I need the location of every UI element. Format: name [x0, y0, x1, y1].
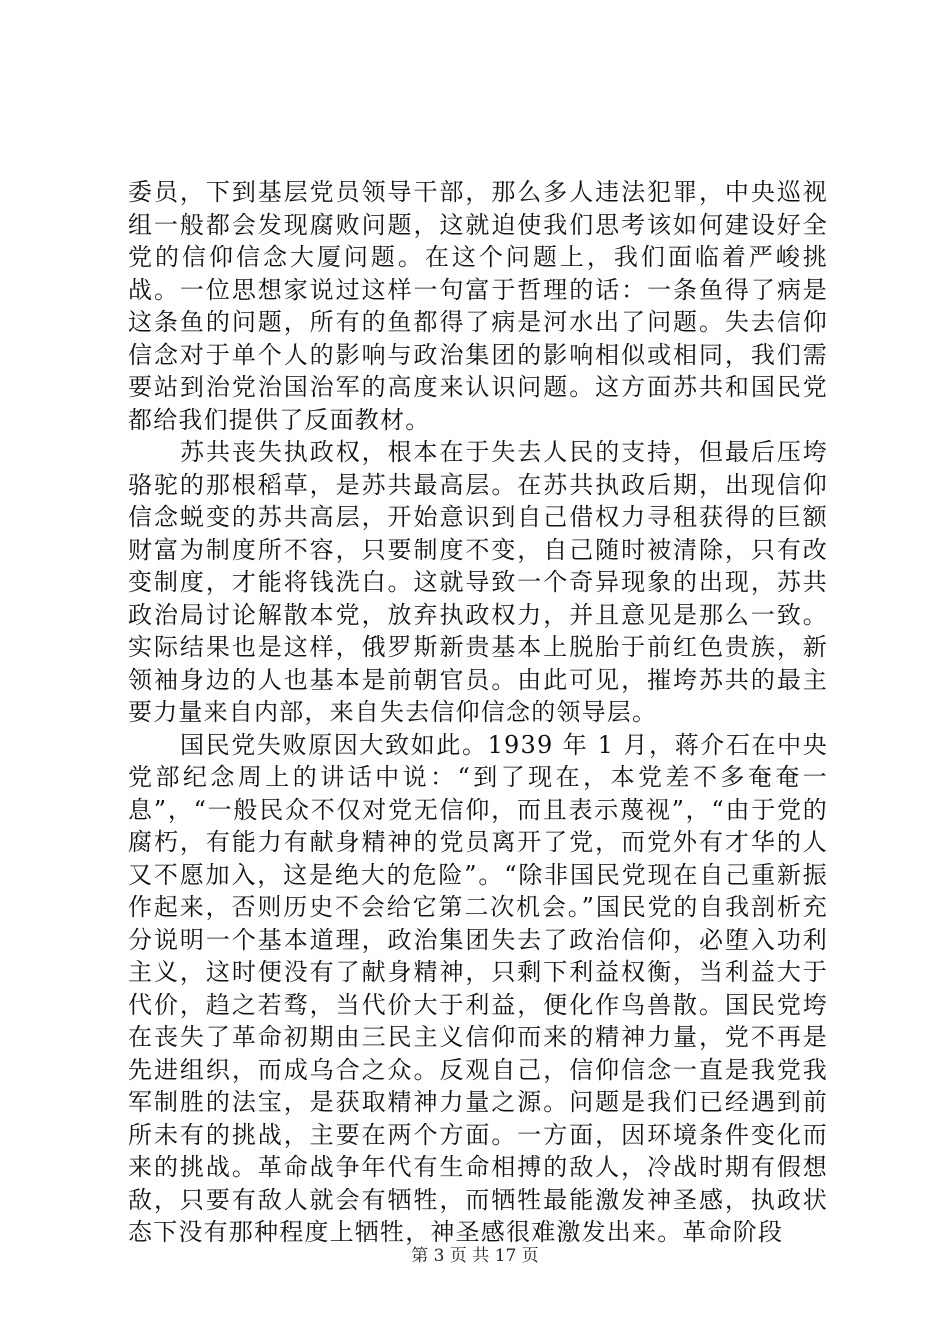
paragraph-1: 委员，下到基层党员领导干部，那么多人违法犯罪，中央巡视组一般都会发现腐败问题，这就迫使我们思考该如何建设好全党的信仰信念大厦问题。在这个问题上，我们面临着严峻挑战。一位思想家说过这样一句富于哲理的话：一条鱼得了病是这条鱼的问题，所有的鱼都得了病是河水出了问题。失去信仰信念对于单个人的影响与政治集团的影响相似或相同，我们需要站到治党治国治军的高度来认识问题。这方面苏共和国民党都给我们提供了反面教材。	[128, 178, 828, 434]
paragraph-3: 国民党失败原因大致如此。1939 年 1 月，蒋介石在中央党部纪念周上的讲话中说：“到了现在，本党差不多奄奄一息”，“一般民众不仅对党无信仰，而且表示蔑视”，“由于党的腐朽，有能力有献身精神的党员离开了党，而党外有才华的人又不愿加入，这是绝大的危险”。“除非国民党现在自己重新振作起来，否则历史不会给它第二次机会。”国民党的自我剖析充分说明一个基本道理，政治集团失去了政治信仰，必堕入功利主义，这时便没有了献身精神，只剩下利益权衡，当利益大于代价，趋之若骛，当代价大于利益，便化作鸟兽散。国民党垮在丧失了革命初期由三民主义信仰而来的精神力量，党不再是先进组织，而成乌合之众。反观自己，信仰信念一直是我党我军制胜的法宝，是获取精神力量之源。问题是我们已经遇到前所未有的挑战，主要在两个方面。一方面，因环境条件变化而来的挑战。革命战争年代有生命相搏的敌人，冷战时期有假想敌，只要有敌人就会有牺牲，而牺牲最能激发神圣感，执政状态下没有那种程度上牺牲，神圣感很难激发出来。革命阶段	[128, 730, 828, 1246]
page-footer: 第 3 页 共 17 页	[411, 1246, 539, 1266]
paragraph-2: 苏共丧失执政权，根本在于失去人民的支持，但最后压垮骆驼的那根稻草，是苏共最高层。在苏共执政后期，出现信仰信念蜕变的苏共高层，开始意识到自己借权力寻租获得的巨额财富为制度所不容，只要制度不变，自己随时被清除，只有改变制度，才能将钱洗白。这就导致一个奇异现象的出现，苏共政治局讨论解散本党，放弃执政权力，并且意见是那么一致。实际结果也是这样，俄罗斯新贵基本上脱胎于前红色贵族，新领袖身边的人也基本是前朝官员。由此可见，摧垮苏共的最主要力量来自内部，来自失去信仰信念的领导层。	[128, 438, 828, 726]
page-body	[128, 176, 828, 1249]
